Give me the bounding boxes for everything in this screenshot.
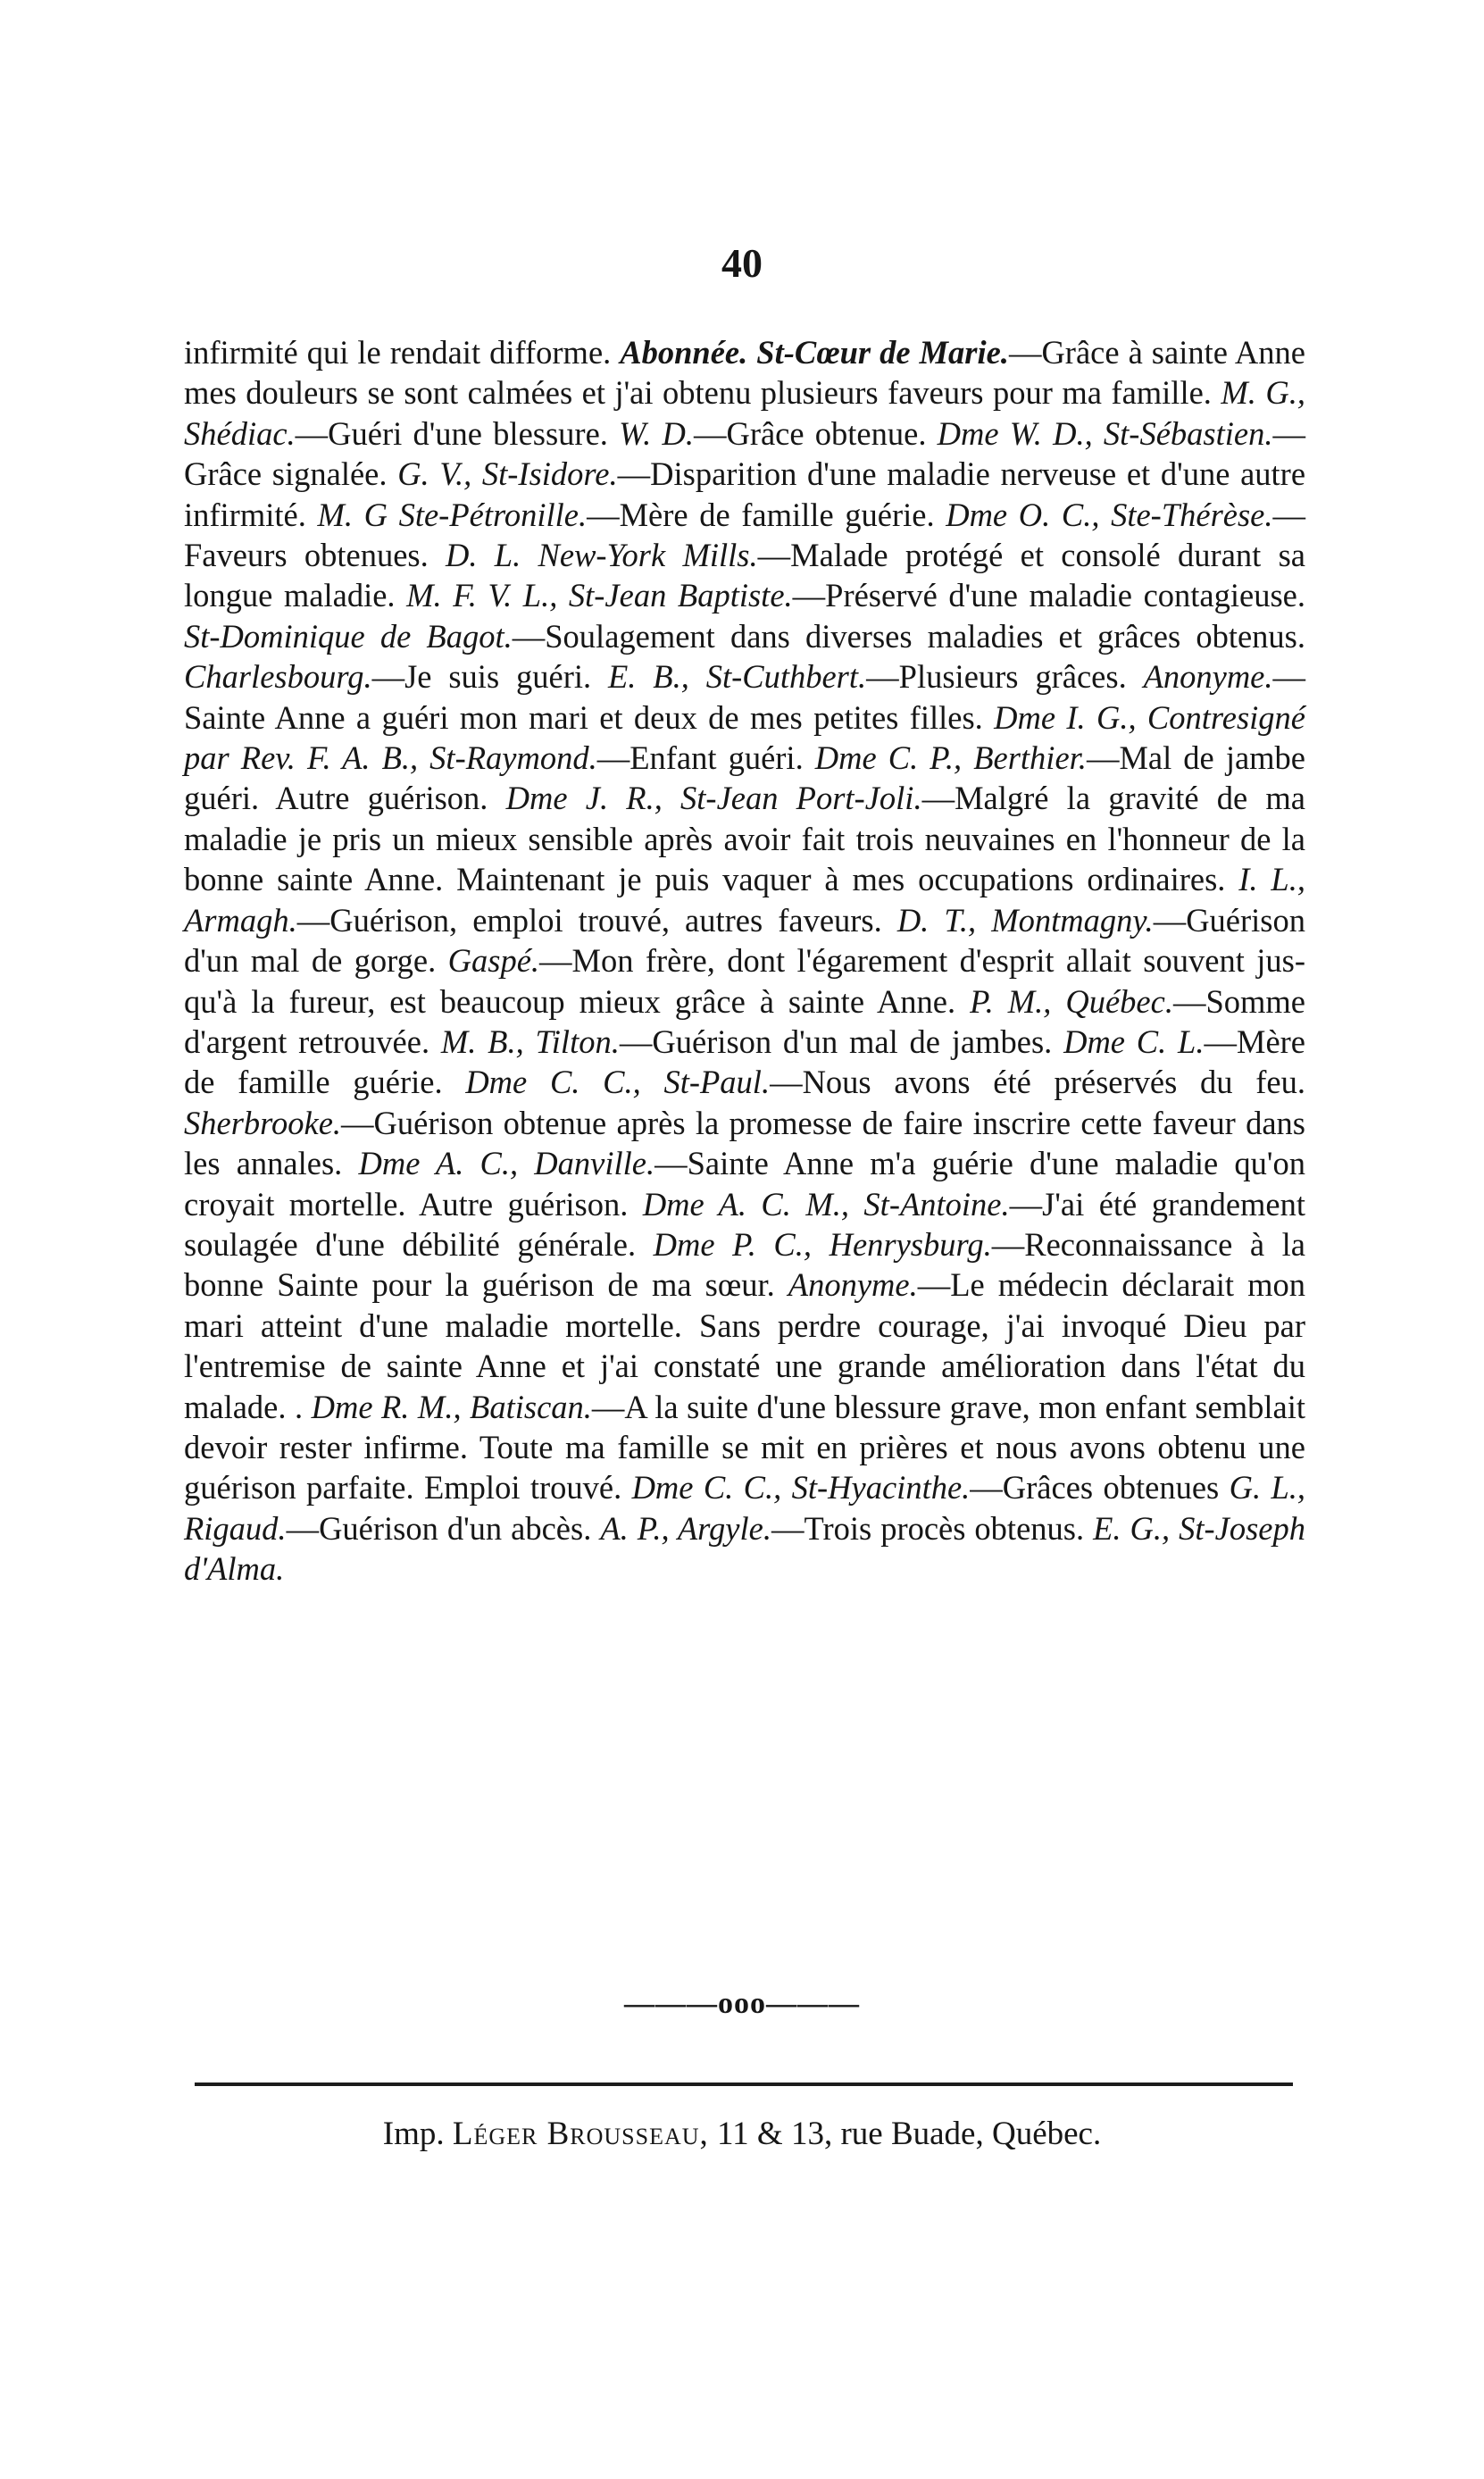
attribution-text: Charlesbourg. [184, 658, 372, 696]
testimony-text: —Nous avons été préservés du feu. [770, 1064, 1305, 1101]
testimony-text: —Guérison obtenue après la promesse de faire inscrire cette faveur dans les annales. [184, 1104, 1305, 1182]
testimony-text: —Enfant guéri. [596, 739, 815, 777]
attribution-text: Dme O. C., Ste-Thérèse. [946, 496, 1273, 533]
testimony-text: —Guérison d'un mal de gorge. [184, 901, 1305, 980]
testimony-text: —Mon frère, dont l'égarement d'esprit allait souvent jusqu'à la fureur, est beaucoup mieux grâce à sainte Anne. [184, 942, 1305, 1020]
footer-rule [195, 2083, 1293, 2086]
testimony-text: —Guérison d'un mal de jambes. [619, 1022, 1064, 1060]
attribution-text: M. G Ste-Pétronille. [317, 496, 588, 533]
imprint-prefix: Imp. [382, 2116, 445, 2152]
testimony-text: —Grâce obtenue. [693, 414, 938, 452]
testimony-text: —Reconnaissance à la bonne Sainte pour la guérison de ma sœur. [184, 1225, 1305, 1304]
attribution-text: A. P., Argyle. [600, 1509, 771, 1547]
attribution-text: Sherbrooke. [184, 1104, 342, 1141]
attribution-text: Dme C. P., Berthier. [814, 739, 1087, 777]
imprint-address: 11 & 13, rue Buade, Québec. [717, 2116, 1102, 2152]
attribution-text: Dme J. R., St-Jean Port-Joli. [505, 780, 922, 817]
testimony-text: —Guérison, emploi trouvé, autres faveurs. [296, 901, 897, 939]
testimony-text: —Grâce signalée. [184, 414, 1305, 493]
testimony-text: —J'ai été grandement soulagée d'une débilité générale. [184, 1185, 1305, 1263]
imprint-printer: Léger Brousseau, [452, 2116, 709, 2152]
testimony-text: —Grâce à sainte Anne mes douleurs se sont calmées et j'ai obtenu plusieurs faveurs pour ma famille. [184, 334, 1305, 412]
testimony-text: —Disparition d'une maladie nerveuse et d'une autre infirmité. [184, 455, 1306, 533]
attribution-text: D. T., Montmagny. [896, 901, 1154, 939]
testimony-text: —Somme d'argent retrouvée. [184, 982, 1305, 1060]
attribution-text: Dme W. D., St-Sébastien. [937, 414, 1273, 452]
testimony-text: —Préservé d'une maladie contagieuse. [792, 577, 1305, 614]
attribution-text: G. L., Rigaud. [184, 1469, 1305, 1547]
testimony-text: —Sainte Anne m'a guérie d'une maladie qu'on croyait mortelle. Autre guérison. [184, 1145, 1305, 1223]
attribution-text: Dme I. G., Contresigné par Rev. F. A. B., St-Raymond. [184, 698, 1305, 777]
attribution-text: G. V., St-Isidore. [397, 455, 618, 493]
testimony-text: —A la suite d'une blessure grave, mon enfant semblait devoir rester infirme. Toute ma famille se mit en prières et nous avons obtenu une guérison parfaite. Emploi trouvé. [184, 1388, 1305, 1507]
testimony-text: —Mère de famille guérie. [184, 1022, 1305, 1101]
testimony-text: —Guéri d'une blessure. [295, 414, 620, 452]
attribution-text: Anonyme. [1143, 658, 1273, 696]
attribution-text: Anonyme. [788, 1266, 918, 1304]
attribution-text: Abonnée. St-Cœur de Marie. [620, 334, 1009, 371]
testimony-text: —Malgré la gravité de ma maladie je pris un mieux sensible après avoir fait trois neuvaines en l'honneur de la bonne sainte Anne. Maintenant je puis vaquer à mes occupations ordinaires. [184, 780, 1305, 898]
testimony-text: —Malade protégé et consolé durant sa longue maladie. [184, 537, 1305, 614]
attribution-text: I. L., Armagh. [184, 861, 1305, 939]
attribution-text: M. B., Tilton. [440, 1022, 620, 1060]
attribution-text: P. M., Québec. [970, 982, 1173, 1020]
attribution-text: E. G., St-Joseph d'Alma. [184, 1509, 1305, 1588]
attribution-text: D. L. New-York Mills. [446, 537, 758, 574]
attribution-text: Dme C. C., St-Hyacinthe. [631, 1469, 971, 1507]
attribution-text: Dme A. C. M., St-Antoine. [642, 1185, 1010, 1223]
testimony-text: —Je suis guéri. [371, 658, 608, 696]
testimony-text: —Trois procès obtenus. [771, 1509, 1094, 1547]
attribution-text: E. B., St-Cuthbert. [608, 658, 867, 696]
attribution-text: Dme C. L. [1063, 1022, 1205, 1060]
attribution-text: Dme C. C., St-Paul. [465, 1064, 771, 1101]
testimony-text: —Sainte Anne a guéri mon mari et deux de mes petites filles. [184, 658, 1306, 736]
body-paragraph [184, 332, 1305, 1590]
page-number: 40 [721, 240, 763, 286]
attribution-text: M. G., Shédiac. [184, 374, 1306, 452]
testimony-text: —Mère de famille guérie. [587, 496, 946, 533]
testimony-text: —Soulagement dans diverses maladies et grâces obtenus. [512, 617, 1305, 655]
attribution-text: Gaspé. [447, 942, 540, 980]
testimony-text: —Plusieurs grâces. [866, 658, 1144, 696]
section-separator: ———ooo——— [624, 1987, 860, 2020]
attribution-text: Dme P. C., Henrysburg. [653, 1225, 992, 1263]
testimony-text: —Grâces obtenues [970, 1469, 1230, 1507]
testimony-text: —Le médecin déclarait mon mari atteint d'une maladie mortelle. Sans perdre courage, j'ai invoqué Dieu par l'entremise de sainte Anne et j'ai constaté une grande amélioration dans l'état du malade. . [184, 1266, 1305, 1425]
printer-imprint [0, 2115, 1484, 2153]
attribution-text: Dme A. C., Danville. [358, 1145, 655, 1182]
testimony-text: —Guérison d'un abcès. [286, 1509, 601, 1547]
attribution-text: Dme R. M., Batiscan. [311, 1388, 592, 1425]
attribution-text: M. F. V. L., St-Jean Baptiste. [406, 577, 793, 614]
testimony-text: —Mal de jambe guéri. Autre guérison. [184, 739, 1306, 817]
attribution-text: St-Dominique de Bagot. [184, 617, 513, 655]
testimony-text: infirmité qui le rendait difforme. [184, 334, 621, 371]
attribution-text: W. D. [619, 414, 694, 452]
testimony-text: —Faveurs obtenues. [184, 496, 1306, 574]
